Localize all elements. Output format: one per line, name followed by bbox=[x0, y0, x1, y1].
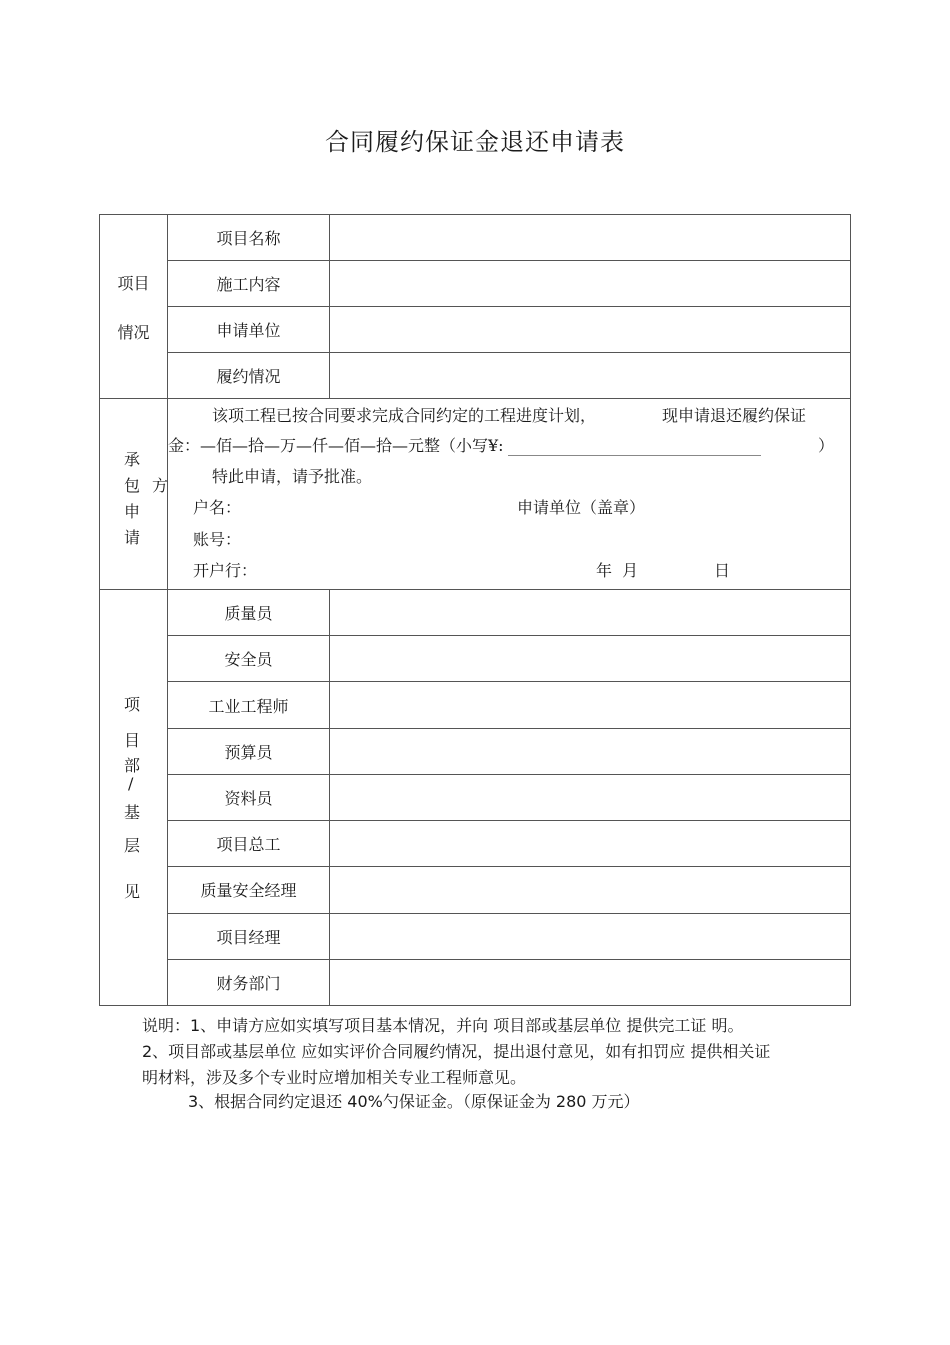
finance-dept-field[interactable] bbox=[330, 959, 851, 1005]
dept-label-char: 层 bbox=[124, 836, 141, 855]
row-label-chief-engineer: 项目总工 bbox=[168, 821, 330, 867]
dept-row bbox=[100, 636, 851, 682]
applicant-seal-label: 申请单位（盖章） bbox=[517, 498, 646, 517]
dept-row bbox=[100, 867, 851, 913]
statement-line1b: 现申请退还履约保证 bbox=[662, 406, 807, 425]
safety-officer-field[interactable] bbox=[330, 636, 851, 682]
row-label-construction-content: 施工内容 bbox=[168, 261, 330, 307]
document-officer-field[interactable] bbox=[330, 774, 851, 820]
row-label-budget-officer: 预算员 bbox=[168, 728, 330, 774]
dept-row bbox=[100, 913, 851, 959]
dept-row bbox=[100, 590, 851, 636]
dept-section-label bbox=[100, 590, 168, 1006]
row-label-industrial-engineer: 工业工程师 bbox=[168, 682, 330, 728]
quality-inspector-field[interactable] bbox=[330, 590, 851, 636]
applicant-section-row bbox=[100, 399, 851, 590]
row-label-qs-manager: 质量安全经理 bbox=[168, 867, 330, 913]
dept-row bbox=[100, 959, 851, 1005]
applicant-label-char: 请 bbox=[124, 528, 141, 547]
project-row-performance bbox=[100, 353, 851, 399]
dept-row bbox=[100, 682, 851, 728]
applicant-section-label bbox=[100, 399, 168, 590]
statement-line1: 该项工程已按合同要求完成合同约定的工程进度计划， bbox=[212, 406, 597, 425]
dept-label-char: 见 bbox=[124, 882, 141, 901]
applicant-label-char: 方 bbox=[152, 476, 169, 495]
row-label-document-officer: 资料员 bbox=[168, 774, 330, 820]
chief-engineer-field[interactable] bbox=[330, 821, 851, 867]
date-day: 日 bbox=[714, 561, 731, 580]
note-2: 2、项目部或基层单位 应如实评价合同履约情况，提出退付意见，如有扣罚应 提供相关证 bbox=[142, 1042, 771, 1061]
applicant-statement bbox=[168, 399, 851, 590]
dept-label-char: / bbox=[128, 774, 134, 793]
industrial-engineer-field[interactable] bbox=[330, 682, 851, 728]
row-label-applicant-unit: 申请单位 bbox=[168, 307, 330, 353]
project-row-content bbox=[100, 261, 851, 307]
date-year-month: 年 月 bbox=[596, 561, 639, 580]
qs-manager-field[interactable] bbox=[330, 867, 851, 913]
row-label-finance-dept: 财务部门 bbox=[168, 959, 330, 1005]
note-2-cont: 明材料，涉及多个专业时应增加相关专业工程师意见。 bbox=[142, 1068, 527, 1087]
applicant-label-char: 承 bbox=[124, 450, 141, 469]
dept-row bbox=[100, 774, 851, 820]
dept-row bbox=[100, 728, 851, 774]
note-1: 说明：1、申请方应如实填写项目基本情况，并向 项目部或基层单位 提供完工证 明。 bbox=[142, 1016, 744, 1035]
dept-row bbox=[100, 821, 851, 867]
amount-close-paren: ） bbox=[818, 436, 835, 455]
row-label-project-name: 项目名称 bbox=[168, 215, 330, 261]
dept-label-char: 基 bbox=[124, 803, 141, 822]
dept-label-char: 项 bbox=[124, 695, 141, 714]
applicant-label-char: 包 bbox=[124, 476, 141, 495]
row-label-safety-officer: 安全员 bbox=[168, 636, 330, 682]
project-section-label-line1: 项目 bbox=[117, 273, 150, 293]
amount-in-words: 金：—佰—拾—万—仟—佰—拾—元整（小写¥: bbox=[168, 436, 504, 455]
amount-figures-field[interactable] bbox=[508, 437, 761, 456]
performance-field[interactable] bbox=[330, 353, 851, 399]
project-manager-field[interactable] bbox=[330, 913, 851, 959]
budget-officer-field[interactable] bbox=[330, 728, 851, 774]
project-section-label-line2: 情况 bbox=[117, 322, 150, 342]
statement-line3: 特此申请，请予批准。 bbox=[212, 467, 373, 486]
statement-line2 bbox=[168, 433, 761, 456]
dept-label-char: 目 bbox=[124, 731, 141, 750]
project-row-applicant bbox=[100, 307, 851, 353]
row-label-quality-inspector: 质量员 bbox=[168, 590, 330, 636]
note-3: 3、根据合同约定退还 40%勺保证金。（原保证金为 280 万元） bbox=[188, 1092, 640, 1111]
project-section-label bbox=[100, 215, 168, 399]
applicant-unit-field[interactable] bbox=[330, 307, 851, 353]
project-row-name bbox=[100, 215, 851, 261]
construction-content-field[interactable] bbox=[330, 261, 851, 307]
project-name-field[interactable] bbox=[330, 215, 851, 261]
row-label-performance: 履约情况 bbox=[168, 353, 330, 399]
bank-label: 开户行： bbox=[193, 561, 258, 580]
form-title: 合同履约保证金退还申请表 bbox=[325, 128, 625, 156]
row-label-project-manager: 项目经理 bbox=[168, 913, 330, 959]
application-form-table bbox=[99, 214, 851, 1006]
dept-label-char: 部 bbox=[124, 756, 141, 775]
applicant-label-char: 申 bbox=[124, 502, 141, 521]
account-name-label: 户名： bbox=[193, 498, 242, 517]
account-number-label: 账号： bbox=[193, 530, 242, 549]
